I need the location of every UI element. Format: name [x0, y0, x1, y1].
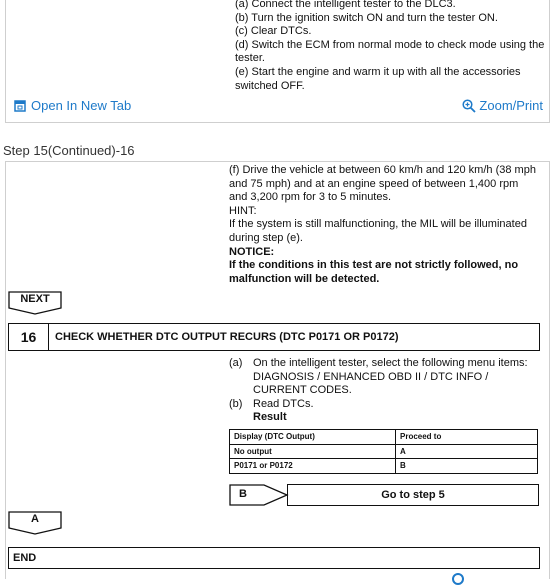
instruction-line: (b) Turn the ignition switch ON and turn the tester ON. [235, 11, 498, 24]
table-cell: No output [230, 444, 396, 459]
action-label: (a) [229, 357, 243, 369]
result-row [229, 411, 539, 425]
zoom-icon [462, 99, 476, 113]
branch-b [229, 484, 539, 506]
end-box: END [8, 547, 540, 569]
goto-step-link[interactable]: Go to step 5 [287, 484, 539, 506]
notice-text: If the conditions in this test are not strictly followed, no malfunction will be detected. [229, 259, 519, 285]
step-actions [229, 357, 539, 425]
open-new-tab-icon [14, 100, 26, 112]
next-label: NEXT [20, 293, 50, 305]
action-text: Read DTCs. [253, 397, 314, 410]
branch-b-label: B [239, 488, 247, 500]
table-cell: P0171 or P0172 [230, 459, 396, 474]
instruction-line: (d) Switch the ECM from normal mode to check mode using the tester. [235, 38, 545, 65]
open-new-tab-link[interactable] [14, 98, 131, 113]
action-item [229, 357, 539, 398]
zoom-icon[interactable] [452, 573, 464, 585]
open-new-tab-label: Open In New Tab [31, 98, 132, 113]
a-flow-tag [8, 511, 62, 528]
drive-instructions [229, 164, 539, 286]
hint-label: HINT: [229, 204, 257, 217]
zoom-print-label: Zoom/Print [479, 98, 543, 113]
next-flow-tag [8, 291, 62, 308]
branch-arrow-shape [229, 484, 289, 506]
instruction-line: (e) Start the engine and warm it up with all the accessories switched OFF. [235, 65, 521, 92]
step-number: 16 [9, 324, 49, 350]
notice-label: NOTICE: [229, 245, 275, 258]
step-title: Step 15(Continued)-16 [3, 143, 135, 158]
table-header-row [230, 430, 538, 445]
action-text: On the intelligent tester, select the following menu items: DIAGNOSIS / ENHANCED OBD II / DTC INFO / CURRENT CODES. [253, 357, 528, 397]
result-title: Result [253, 411, 287, 424]
table-cell: B [396, 459, 538, 474]
previous-step-instructions [235, 0, 545, 93]
table-row [230, 444, 538, 459]
previous-step-card [5, 0, 550, 123]
table-header-cell: Proceed to [396, 430, 538, 445]
instruction-f: (f) Drive the vehicle at between 60 km/h and 120 km/h (38 mph and 75 mph) and at an engine speed of between 1,400 rpm and 3,200 rpm for 3 to 5 minutes. [229, 164, 536, 204]
instruction-line: (a) Connect the intelligent tester to the DLC3. [235, 0, 456, 10]
action-label: (b) [229, 397, 243, 410]
table-header-cell: Display (DTC Output) [230, 430, 396, 445]
hint-text: If the system is still malfunctioning, the MIL will be illuminated during step (e). [229, 218, 527, 244]
zoom-print-link[interactable] [462, 98, 543, 113]
a-label: A [31, 513, 39, 525]
step-header [8, 323, 540, 351]
action-item [229, 398, 539, 412]
result-table [229, 429, 538, 474]
table-row [230, 459, 538, 474]
table-cell: A [396, 444, 538, 459]
card-action-bar [6, 96, 549, 116]
instruction-line: (c) Clear DTCs. [235, 25, 312, 38]
step-heading: CHECK WHETHER DTC OUTPUT RECURS (DTC P0171 OR P0172) [55, 331, 399, 343]
